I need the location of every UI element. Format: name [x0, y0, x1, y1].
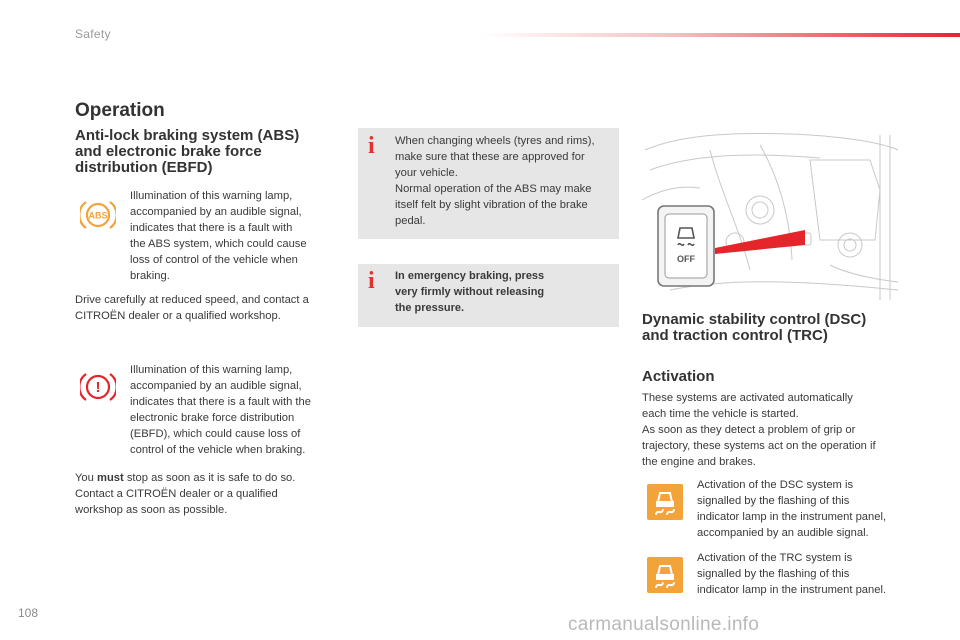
section-title: Safety	[75, 27, 111, 41]
dsc-heading: Dynamic stability control (DSC) and traction control (TRC)	[642, 311, 867, 344]
dsc-indicator-icon	[647, 484, 683, 520]
info-box-wheels-text: When changing wheels (tyres and rims), make sure that these are approved for your vehicle. Normal operation of the ABS may make itself felt by slight vibration of the brake pedal.	[395, 135, 595, 227]
watermark: carmanualsonline.info	[568, 614, 760, 635]
info-icon: i	[368, 133, 375, 159]
info-icon: i	[368, 268, 375, 294]
dsc-lamp-description: Activation of the DSC system is signalled by the flashing of this indicator lamp in the instrument panel, accompanied by an audible signal.	[697, 479, 887, 539]
header-accent-line	[480, 33, 960, 37]
activation-title: Activation	[642, 368, 715, 385]
info-box-emergency-braking	[358, 264, 619, 327]
ebfd-lamp-description: Illumination of this warning lamp, accompanied by an audible signal, indicates that there is a fault with the electronic brake force distribution (EBFD), which could cause loss of control of the vehicle when braking.	[130, 364, 311, 456]
svg-text:!: !	[95, 379, 101, 396]
info-box-wheels	[358, 128, 619, 239]
abs-heading: Anti-lock braking system (ABS) and electronic brake force distribution (EBFD)	[75, 127, 300, 176]
info-box-emergency-text: In emergency braking, press very firmly without releasing the pressure.	[395, 270, 545, 314]
abs-lamp-description: Illumination of this warning lamp, accompanied by an audible signal, indicates that there is a fault with the ABS system, which could cause loss of control of the vehicle when braking.	[130, 190, 307, 282]
activation-description: These systems are activated automatically each time the vehicle is started. As soon as they detect a problem of grip or trajectory, these systems act on the operation if the engine and brakes.	[642, 392, 876, 468]
svg-text:ABS: ABS	[88, 210, 108, 221]
ebfd-must-stop: You must stop as soon as it is safe to do so. Contact a CITROËN dealer or a qualified workshop as soon as possible.	[75, 472, 296, 516]
trc-lamp-description: Activation of the TRC system is signalled by the flashing of this indicator lamp in the instrument panel.	[697, 552, 887, 596]
abs-advice: Drive carefully at reduced speed, and contact a CITROËN dealer or a qualified workshop.	[75, 294, 309, 322]
brake-warning-icon	[80, 370, 116, 404]
trc-indicator-icon	[647, 557, 683, 593]
page-number: 108	[18, 606, 39, 620]
svg-text:OFF: OFF	[677, 254, 695, 264]
page-title: Operation	[75, 100, 165, 121]
dashboard-illustration	[640, 130, 900, 300]
abs-warning-icon	[80, 198, 116, 232]
